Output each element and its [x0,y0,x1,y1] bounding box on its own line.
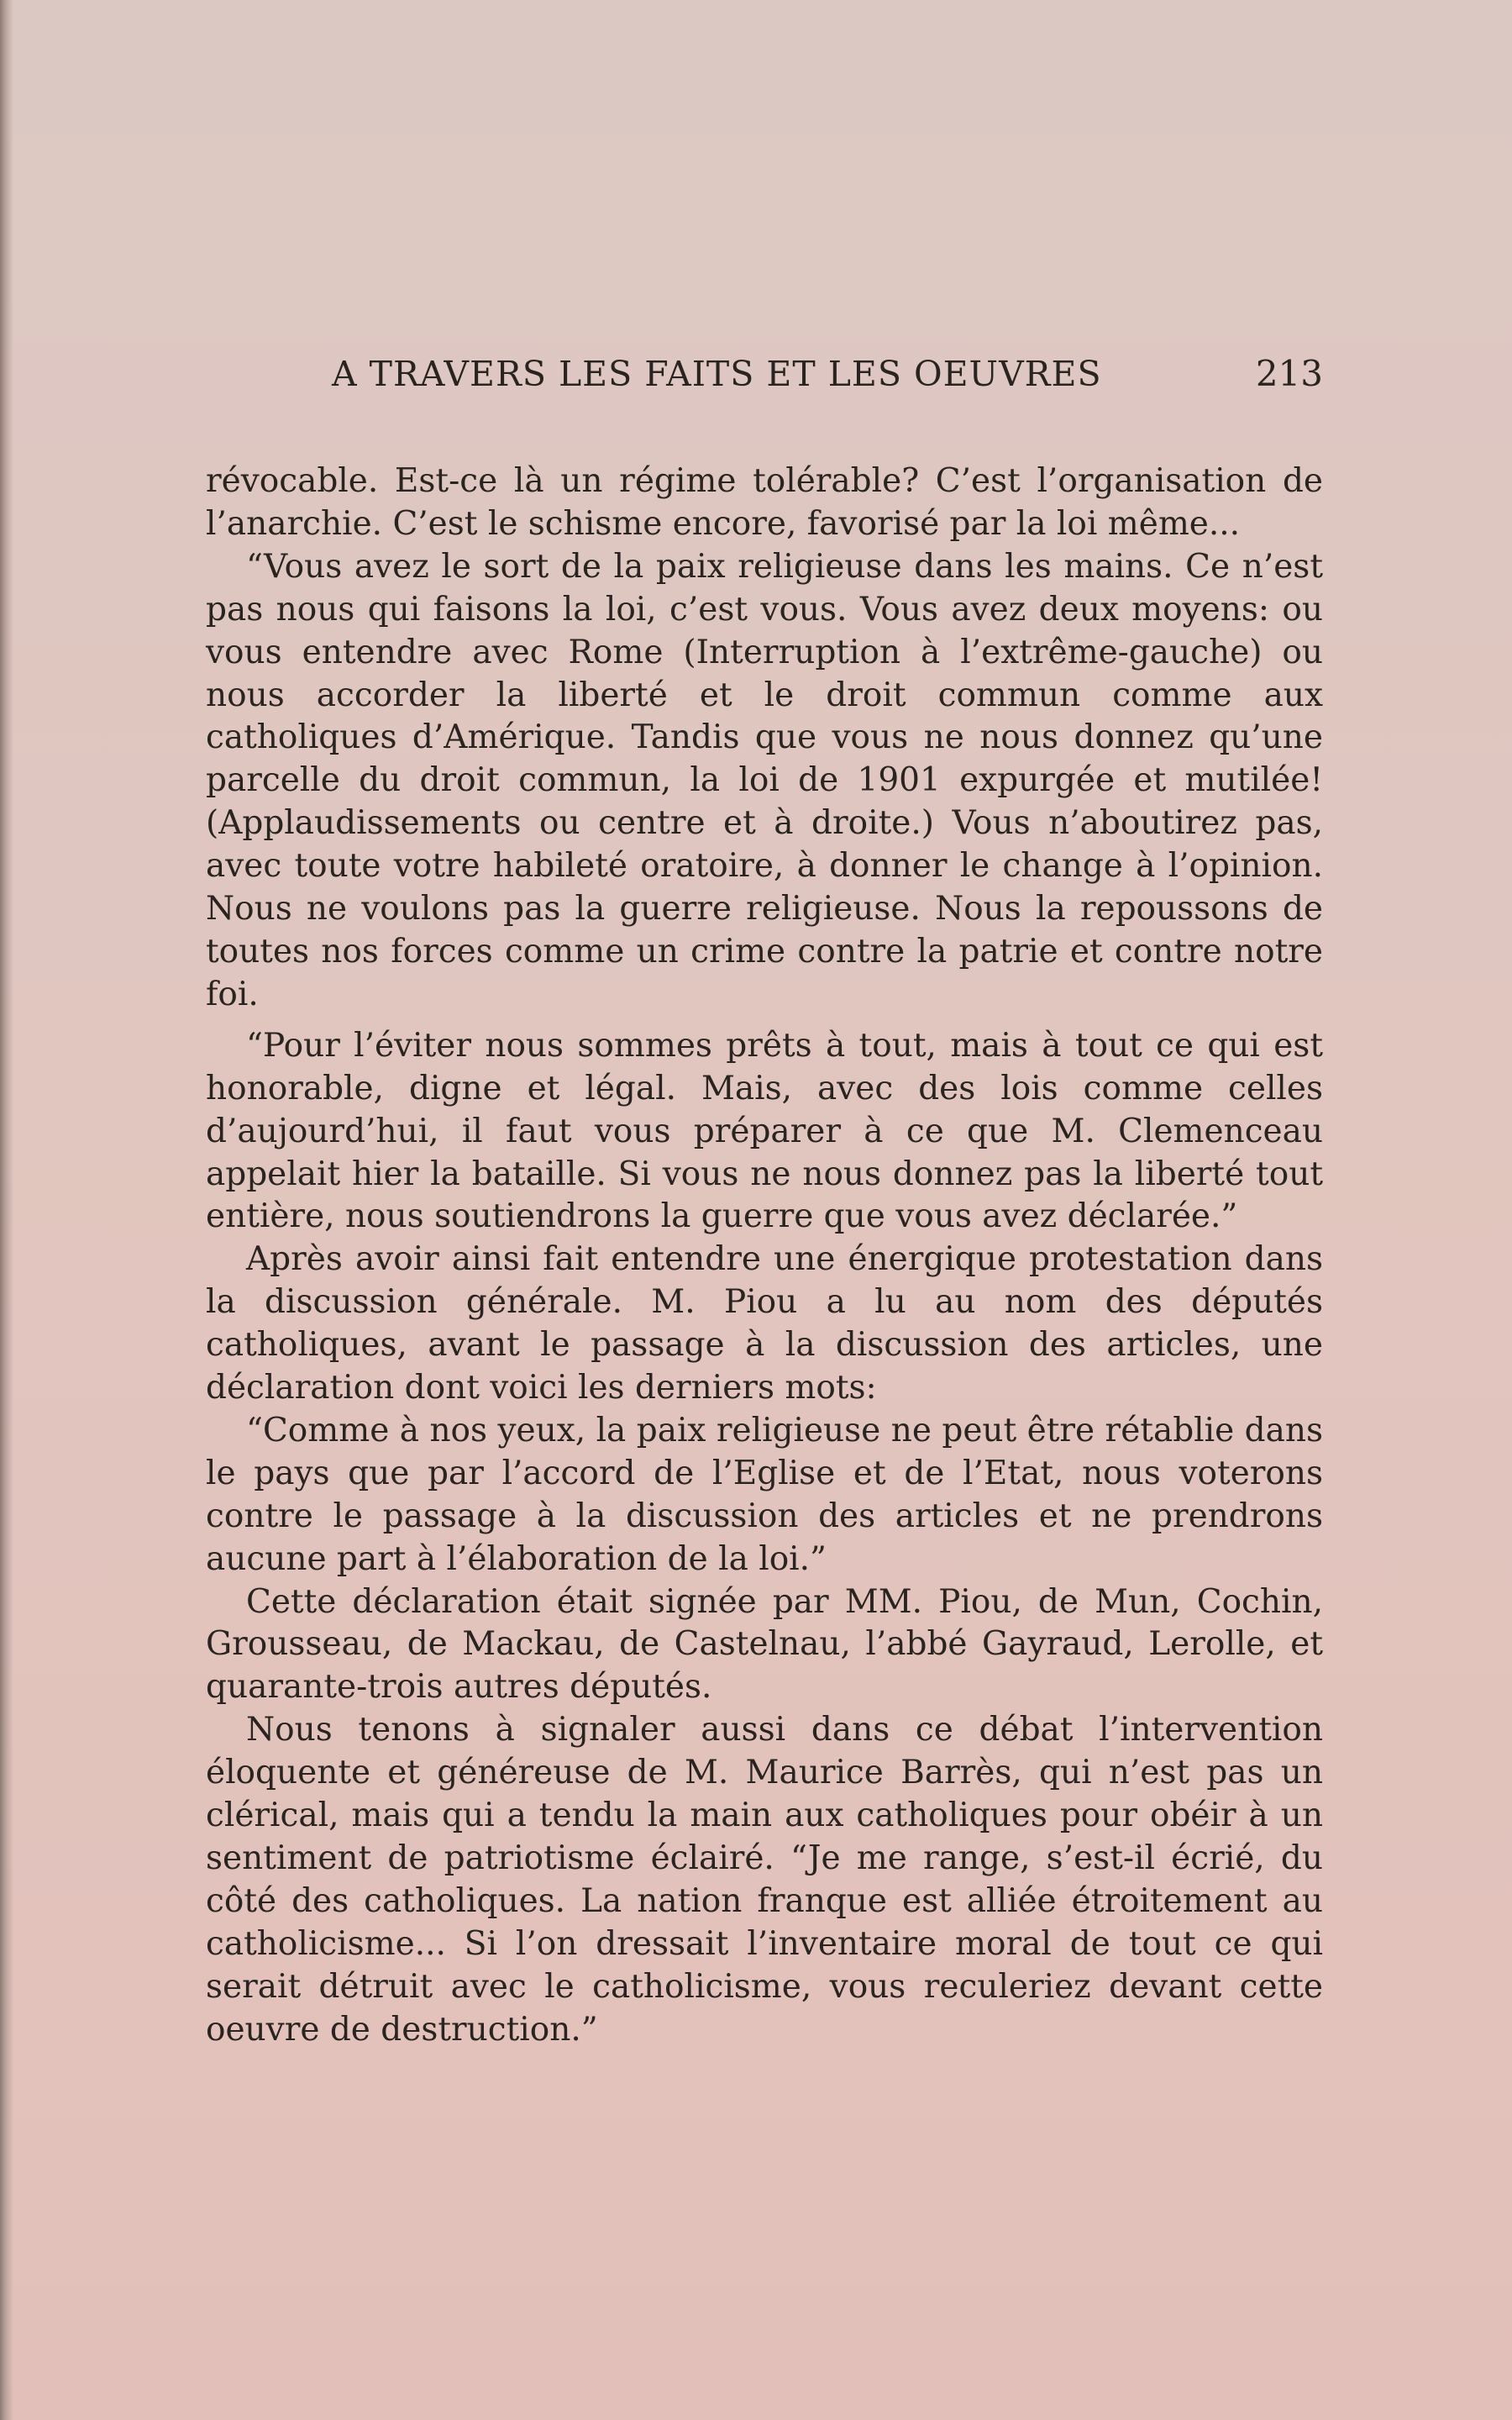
book-spine-edge [0,0,13,2420]
page-number: 213 [1255,353,1323,394]
paragraph-7: Nous tenons à signaler aussi dans ce débat l’intervention éloquente et généreuse de M. Maurice Barrès, qui n’est pas un clérical, mais qui a tendu la main aux catholiques pour obéir à un sentiment de patriotisme éclairé. “Je me range, s’est-il écrié, du côté des catholiques. La nation franque est alliée étroitement au catholicisme... Si l’on dressait l’inventaire moral de tout ce qui serait détruit avec le catholicisme, vous reculeriez devant cette oeuvre de destruction.” [206,1711,1323,2049]
paragraph-6: Cette déclaration était signée par MM. Piou, de Mun, Cochin, Grousseau, de Mackau, de Castelnau, l’abbé Gayraud, Lerolle, et quarante-trois autres députés. [206,1582,1323,1707]
paragraph-3: “Pour l’éviter nous sommes prêts à tout, mais à tout ce qui est honorable, digne et légal. Mais, avec des lois comme celles d’aujourd’hui, il faut vous préparer à ce que M. Clemenceau appelait hier la bataille. Si vous ne nous donnez pas la liberté tout entière, nous soutiendrons la guerre que vous avez déclarée.” [206,1026,1323,1236]
paragraph-2: “Vous avez le sort de la paix religieuse dans les mains. Ce n’est pas nous qui faisons la loi, c’est vous. Vous avez deux moyens: ou vous entendre avec Rome (Interruption à l’extrême-gauche) ou nous accorder la liberté et le droit commun comme aux catholiques d’Amérique. Tandis que vous ne nous donnez qu’une parcelle du droit commun, la loi de 1901 expurgée et mutilée! (Applaudissements ou centre et à droite.) Vous n’aboutirez pas, avec toute votre habileté oratoire, à donner le change à l’opinion. Nous ne voulons pas la guerre religieuse. Nous la repoussons de toutes nos forces comme un crime contre la patrie et contre notre foi. [206,547,1323,1013]
page-header [206,353,1323,412]
running-head: A TRAVERS LES FAITS ET LES OEUVRES [332,354,1102,394]
paragraph-4: Après avoir ainsi fait entendre une énergique protestation dans la discussion générale. M. Piou a lu au nom des députés catholiques, avant le passage à la discussion des articles, une déclaration dont voici les derniers mots: [206,1240,1323,1407]
paragraph-5: “Comme à nos yeux, la paix religieuse ne peut être rétablie dans le pays que par l’accord de l’Eglise et de l’Etat, nous voterons contre le passage à la discussion des articles et ne prendrons aucune part à l’élaboration de la loi.” [206,1411,1323,1578]
body-text [206,460,1323,2052]
book-page [206,353,1323,2052]
paragraph-1: révocable. Est-ce là un régime tolérable? C’est l’organisation de l’anarchie. C’est le schisme encore, favorisé par la loi même... [206,462,1323,543]
